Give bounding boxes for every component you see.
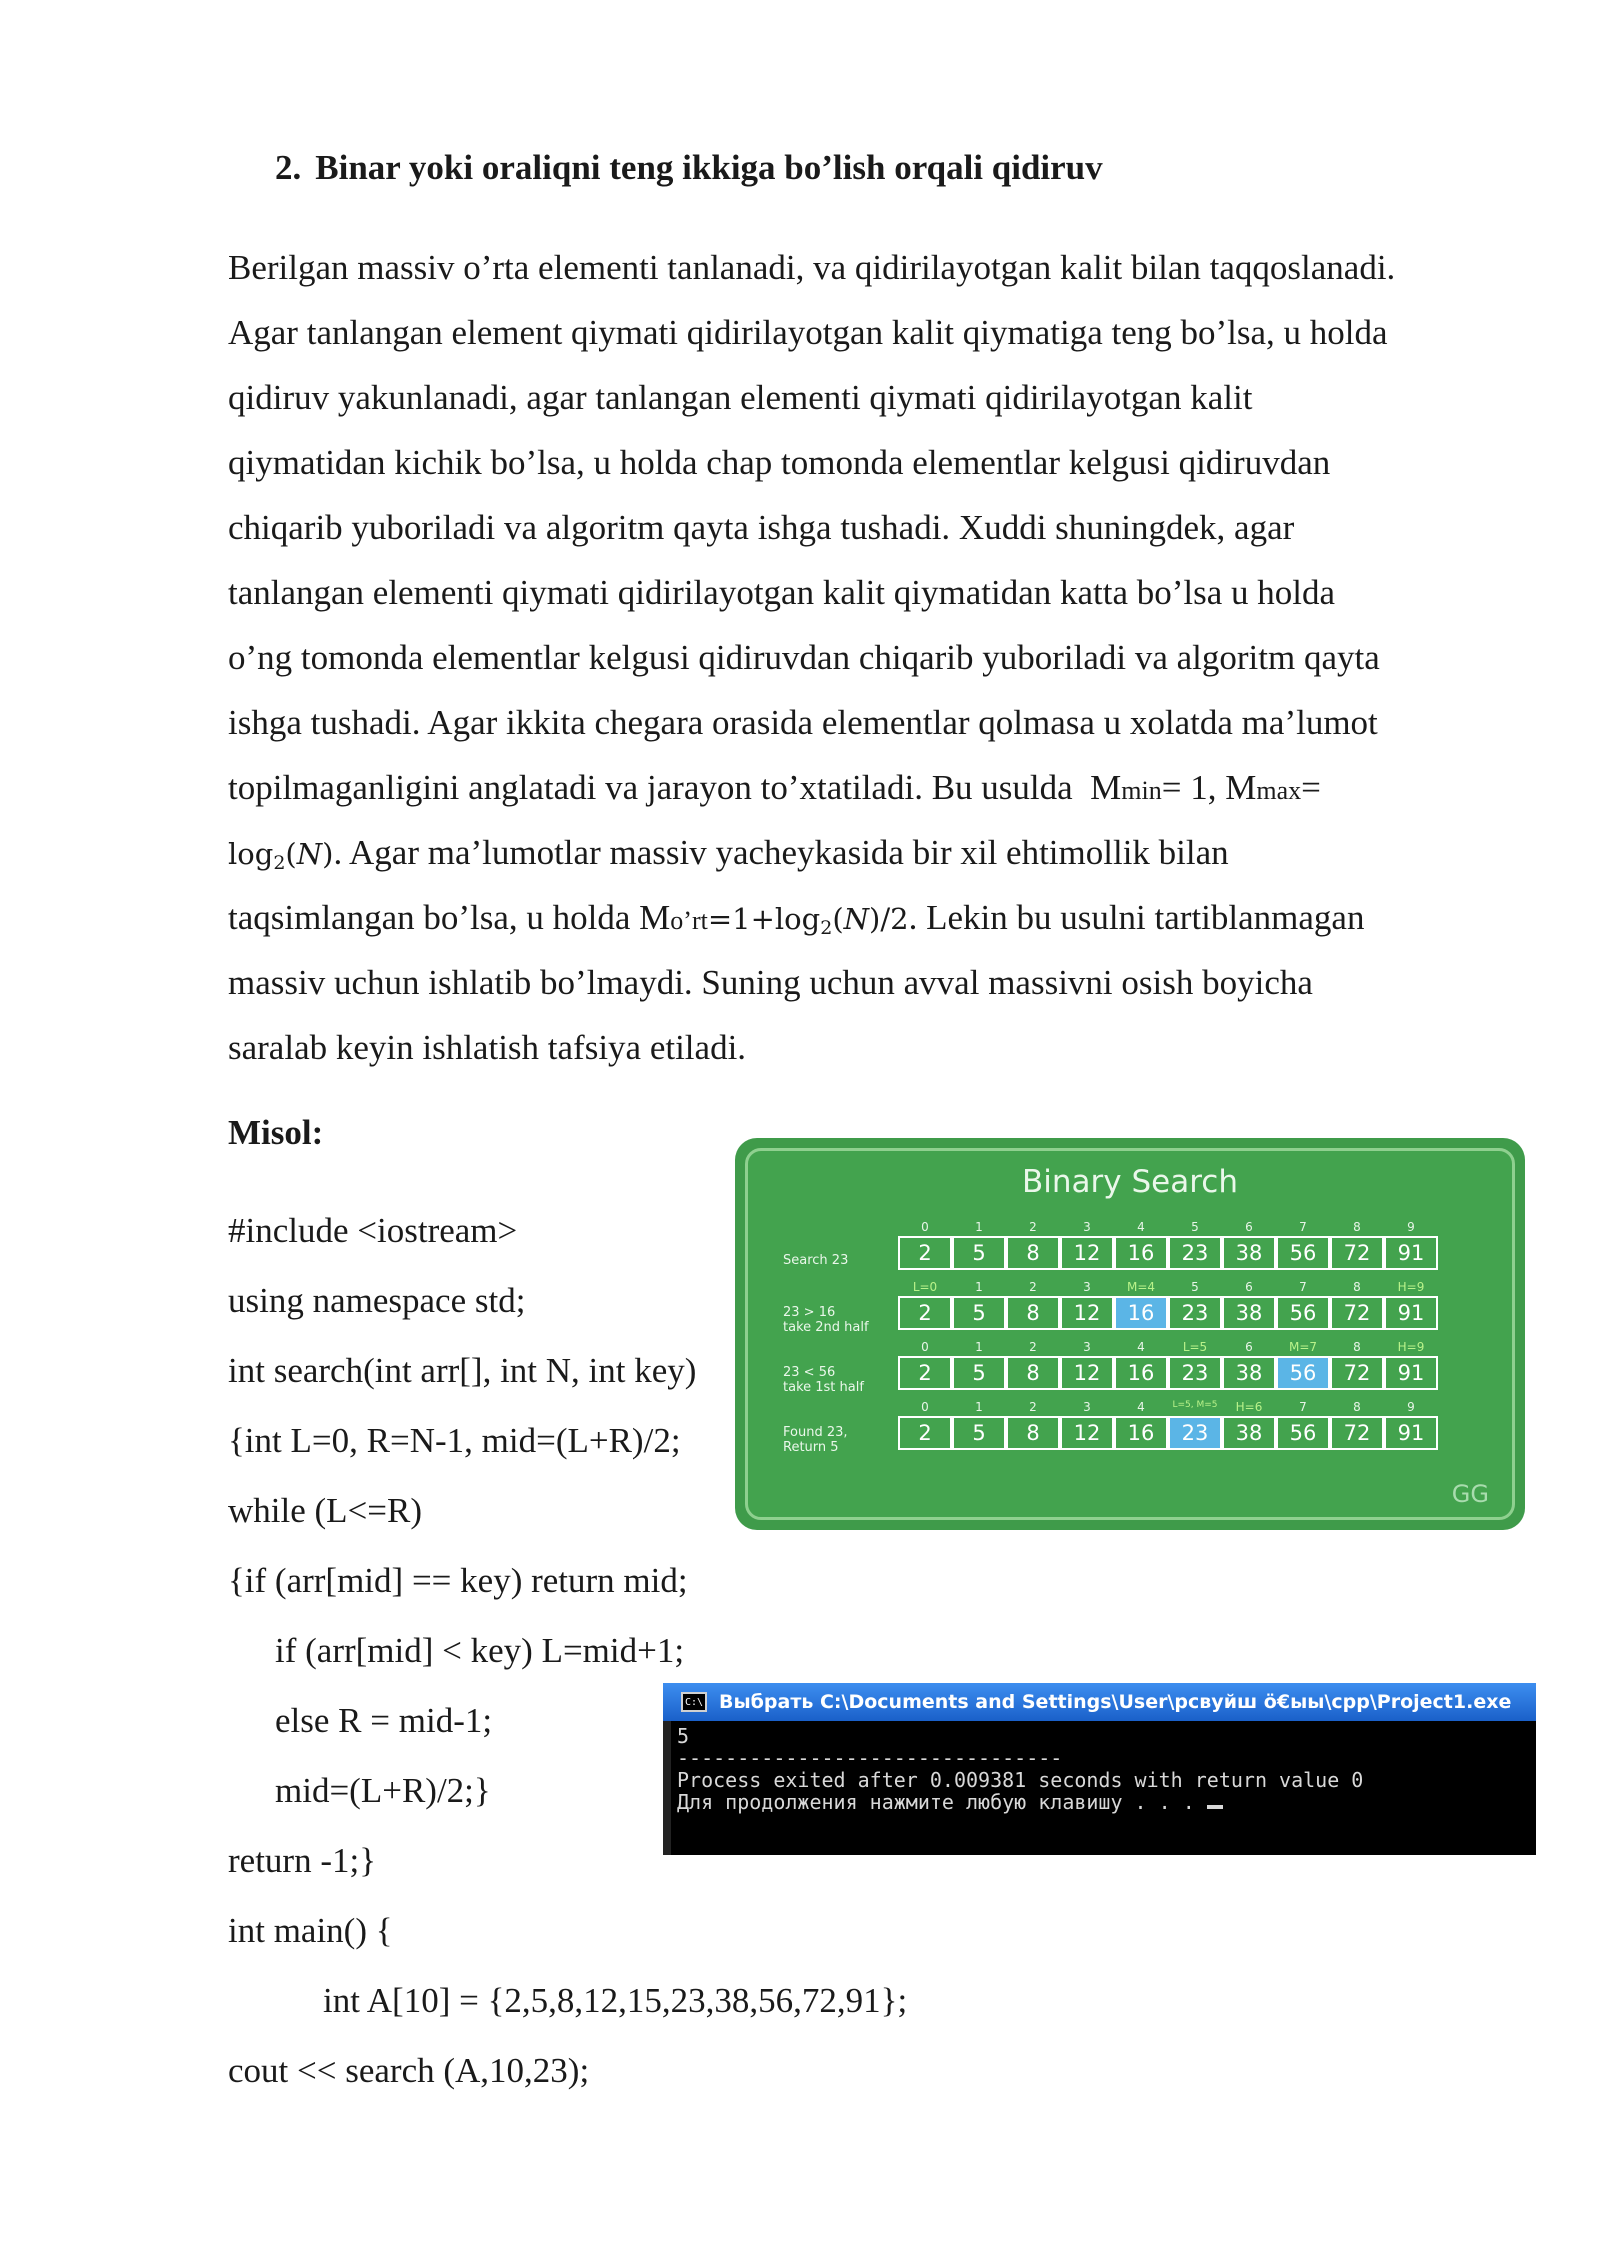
illustration-title: Binary Search <box>1022 1164 1238 1200</box>
array-cell: 23 <box>1168 1236 1222 1270</box>
array-cell: 91 <box>1384 1236 1438 1270</box>
array-cell: 56 <box>1276 1356 1330 1390</box>
section-heading <box>275 148 1103 188</box>
code-line: {if (arr[mid] == key) return mid; <box>228 1561 688 1600</box>
array-cell: 5 <box>952 1236 1006 1270</box>
row-label: Found 23, Return 5 <box>783 1425 848 1455</box>
index-label: 3 <box>1083 1280 1091 1294</box>
array-cell: 12 <box>1060 1296 1114 1330</box>
index-label: 8 <box>1353 1340 1361 1354</box>
code-line: int main() { <box>228 1911 393 1950</box>
console-line: -------------------------------- <box>677 1746 1063 1770</box>
paragraph-line-formula-min-max: topilmaganligini anglatadi va jarayon to’xtatiladi. Bu usulda Mmin= 1, Mmax= <box>228 768 1321 807</box>
array-cell: 2 <box>898 1296 952 1330</box>
code-line: {int L=0, R=N-1, mid=(L+R)/2; <box>228 1421 681 1460</box>
array-cell: 38 <box>1222 1416 1276 1450</box>
array-cell: 16 <box>1114 1356 1168 1390</box>
index-label: 2 <box>1029 1400 1037 1414</box>
array-cell: 12 <box>1060 1356 1114 1390</box>
array-cell: 56 <box>1276 1296 1330 1330</box>
binary-search-illustration <box>735 1138 1525 1530</box>
index-label: 7 <box>1299 1220 1307 1234</box>
index-label: 2 <box>1029 1280 1037 1294</box>
gfg-logo: GG <box>1451 1480 1489 1508</box>
paragraph-line: Agar tanlangan element qiymati qidirilayotgan kalit qiymatiga teng bo’lsa, u holda <box>228 313 1388 352</box>
index-label: 9 <box>1407 1220 1415 1234</box>
paragraph-line: o’ng tomonda elementlar kelgusi qidiruvdan chiqarib yuboriladi va algoritm qayta <box>228 638 1380 677</box>
array-cell: 5 <box>952 1296 1006 1330</box>
index-label: 5 <box>1191 1220 1199 1234</box>
index-label: 1 <box>975 1340 983 1354</box>
code-line: while (L<=R) <box>228 1491 423 1530</box>
index-label: 6 <box>1245 1280 1253 1294</box>
array-cell: 5 <box>952 1356 1006 1390</box>
index-label: 8 <box>1353 1280 1361 1294</box>
array-cell: 2 <box>898 1236 952 1270</box>
index-label: M=4 <box>1126 1280 1156 1294</box>
array-cell: 72 <box>1330 1356 1384 1390</box>
array-cell: 2 <box>898 1356 952 1390</box>
paragraph-line: qiymatidan kichik bo’lsa, u holda chap tomonda elementlar kelgusi qidiruvdan <box>228 443 1331 482</box>
index-label: 9 <box>1407 1400 1415 1414</box>
array-cell: 56 <box>1276 1236 1330 1270</box>
code-line: using namespace std; <box>228 1281 526 1320</box>
paragraph-line: chiqarib yuboriladi va algoritm qayta ishga tushadi. Xuddi shuningdek, agar <box>228 508 1295 547</box>
paragraph-line: massiv uchun ishlatib bo’lmaydi. Suning uchun avval massivni osish boyicha <box>228 963 1313 1002</box>
section-title: Binar yoki oraliqni teng ikkiga bo’lish orqali qidiruv <box>315 148 1103 187</box>
index-label: 0 <box>921 1340 929 1354</box>
code-line: if (arr[mid] < key) L=mid+1; <box>275 1631 685 1670</box>
example-heading: Misol: <box>228 1113 324 1152</box>
array-cell: 16 <box>1114 1416 1168 1450</box>
index-label: L=0 <box>912 1280 938 1294</box>
index-label: 6 <box>1245 1340 1253 1354</box>
paragraph-line: qidiruv yakunlanadi, agar tanlangan elementi qiymati qidirilayotgan kalit <box>228 378 1253 417</box>
array-cell: 72 <box>1330 1296 1384 1330</box>
console-title: Выбрать C:\Documents and Settings\User\рсвуйш ö€ыы\cpp\Project1.exe <box>719 1691 1512 1713</box>
array-cell: 2 <box>898 1416 952 1450</box>
index-label: H=6 <box>1235 1400 1263 1414</box>
console-line: 5 <box>677 1724 690 1748</box>
array-cell: 23 <box>1168 1296 1222 1330</box>
index-label: L=5, M=5 <box>1172 1400 1218 1410</box>
code-line: return -1;} <box>228 1841 376 1880</box>
index-label: 8 <box>1353 1400 1361 1414</box>
index-label: 4 <box>1137 1340 1145 1354</box>
array-cell: 12 <box>1060 1236 1114 1270</box>
paragraph-line: ishga tushadi. Agar ikkita chegara orasida elementlar qolmasa u xolatda ma’lumot <box>228 703 1378 742</box>
array-cell: 23 <box>1168 1356 1222 1390</box>
index-label: 3 <box>1083 1340 1091 1354</box>
paragraph-line: tanlangan elementi qiymati qidirilayotgan kalit qiymatidan katta bo’lsa u holda <box>228 573 1336 612</box>
index-label: 3 <box>1083 1400 1091 1414</box>
index-label: 3 <box>1083 1220 1091 1234</box>
array-cell: 8 <box>1006 1236 1060 1270</box>
array-cell: 72 <box>1330 1416 1384 1450</box>
console-line: Для продолжения нажмите любую клавишу . . . <box>677 1791 1536 1813</box>
m-min-symbol: Mmin <box>1090 768 1162 807</box>
paragraph-line-formula-mid: taqsimlangan bo’lsa, u holda Mo’rt=1+log2(N)/2. Lekin bu usulni tartiblanmagan <box>228 898 1365 939</box>
array-cell: 38 <box>1222 1296 1276 1330</box>
array-cell: 38 <box>1222 1356 1276 1390</box>
body-paragraph <box>228 242 1528 1087</box>
paragraph-line: saralab keyin ishlatish tafsiya etiladi. <box>228 1028 747 1067</box>
mid-formula: =1+log2(N)/2 <box>707 902 909 939</box>
array-cell: 5 <box>952 1416 1006 1450</box>
code-line: int search(int arr[], int N, int key) <box>228 1351 697 1390</box>
code-line: cout << search (A,10,23); <box>228 2051 590 2090</box>
array-cell: 72 <box>1330 1236 1384 1270</box>
index-label: M=7 <box>1288 1340 1318 1354</box>
array-cell: 12 <box>1060 1416 1114 1450</box>
index-label: L=5 <box>1182 1340 1208 1354</box>
console-line: Process exited after 0.009381 seconds with return value 0 <box>677 1768 1364 1792</box>
index-label: 1 <box>975 1280 983 1294</box>
console-cursor <box>1207 1805 1223 1809</box>
log2-n-formula: log2(N) <box>228 837 334 874</box>
array-cell: 91 <box>1384 1356 1438 1390</box>
index-label: 1 <box>975 1220 983 1234</box>
m-max-symbol: Mmax <box>1225 768 1302 807</box>
code-line: int A[10] = {2,5,8,12,15,23,38,56,72,91}; <box>323 1981 908 2020</box>
array-cell: 8 <box>1006 1356 1060 1390</box>
console-window <box>663 1683 1536 1855</box>
console-output <box>663 1721 1536 1813</box>
index-label: 0 <box>921 1400 929 1414</box>
array-cell: 8 <box>1006 1296 1060 1330</box>
index-label: 5 <box>1191 1280 1199 1294</box>
array-cell: 91 <box>1384 1416 1438 1450</box>
array-cell: 23 <box>1168 1416 1222 1450</box>
row-label: 23 > 16 take 2nd half <box>783 1305 869 1335</box>
paragraph-line-formula-log: log2(N). Agar ma’lumotlar massiv yacheykasida bir xil ehtimollik bilan <box>228 833 1229 874</box>
index-label: 2 <box>1029 1220 1037 1234</box>
paragraph-line: Berilgan massiv o’rta elementi tanlanadi, va qidirilayotgan kalit bilan taqqoslanadi. <box>228 248 1396 287</box>
index-label: H=9 <box>1397 1280 1425 1294</box>
code-line: #include <iostream> <box>228 1211 518 1250</box>
index-label: 6 <box>1245 1220 1253 1234</box>
array-cell: 16 <box>1114 1296 1168 1330</box>
array-cell: 8 <box>1006 1416 1060 1450</box>
row-label: 23 < 56 take 1st half <box>783 1365 864 1395</box>
index-label: 2 <box>1029 1340 1037 1354</box>
index-label: 7 <box>1299 1400 1307 1414</box>
m-ort-symbol: Mo’rt <box>639 898 708 937</box>
console-icon: C:\ <box>681 1692 707 1712</box>
index-label: 0 <box>921 1220 929 1234</box>
index-label: 4 <box>1137 1400 1145 1414</box>
code-line: else R = mid-1; <box>275 1701 493 1740</box>
array-cell: 91 <box>1384 1296 1438 1330</box>
array-cell: 56 <box>1276 1416 1330 1450</box>
console-left-edge <box>663 1721 671 1855</box>
row-label: Search 23 <box>783 1252 849 1268</box>
code-line: mid=(L+R)/2;} <box>275 1771 491 1810</box>
index-label: 4 <box>1137 1220 1145 1234</box>
array-cell: 38 <box>1222 1236 1276 1270</box>
array-cell: 16 <box>1114 1236 1168 1270</box>
index-label: 7 <box>1299 1280 1307 1294</box>
index-label: H=9 <box>1397 1340 1425 1354</box>
section-number: 2. <box>275 148 302 187</box>
index-label: 1 <box>975 1400 983 1414</box>
index-label: 8 <box>1353 1220 1361 1234</box>
console-title-bar <box>663 1683 1536 1721</box>
